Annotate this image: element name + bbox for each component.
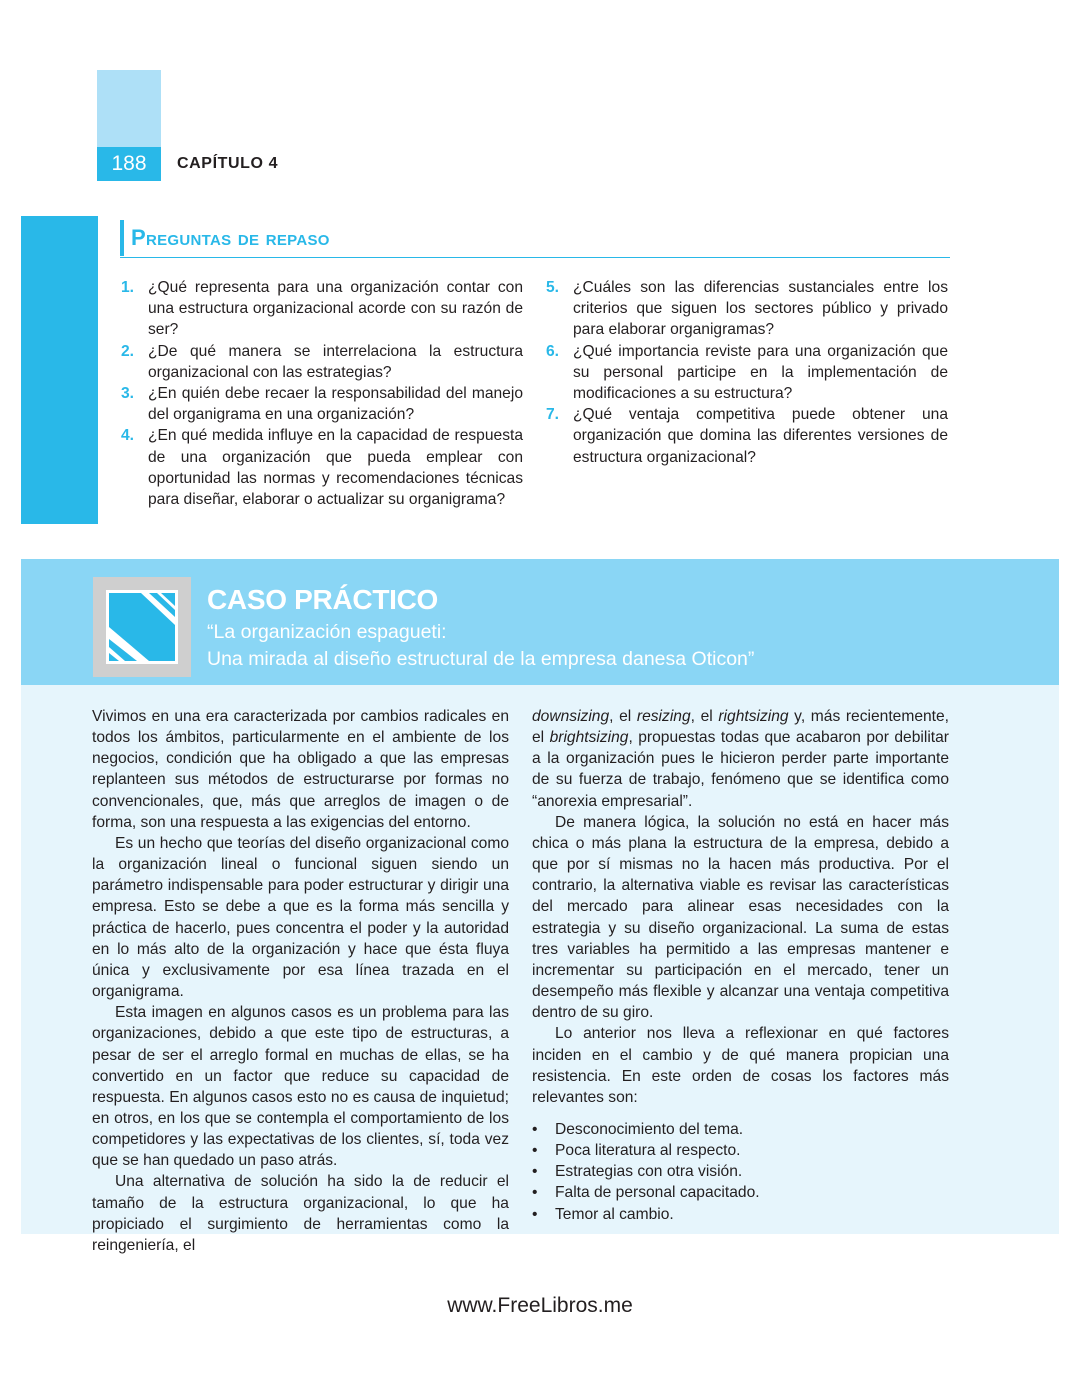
list-item [532,1119,949,1140]
question-text: ¿En qué medida influye en la capacidad de respuesta de una organización que pueda emplear con oportunidad las normas y recomendaciones técnicas para diseñar, elaborar o actualizar su organigrama? [148,427,523,509]
question-number: 5. [546,279,560,296]
question-text: ¿Qué ventaja competitiva puede obtener una organización que domina las diferentes versiones de estructura organizacional? [573,406,948,466]
list-item [532,1140,949,1161]
review-section-title: Preguntas de repaso [131,225,330,250]
italic-term: resizing [636,708,691,725]
bullet-icon: • [532,1205,538,1223]
case-column-left [92,706,509,1256]
list-item-text: Falta de personal capacitado. [555,1184,760,1202]
body-paragraph: Vivimos en una era caracterizada por cambios radicales en todos los ámbitos, particularmente en el ambiente de los negocios, condición que ha obligado a que las empresas replanteen sus métodos de estructurarse por formas no convencionales, que, más que arreglos de imagen o de forma, son una respuesta a las exigencias del entorno. [92,708,509,831]
question-item [546,404,948,468]
body-paragraph: Lo anterior nos lleva a reflexionar en qué factores inciden en el cambio y de qué manera propician una resistencia. En este orden de cosas los factores más relevantes son: [532,1025,949,1106]
question-item [546,341,948,405]
question-text: ¿En quién debe recaer la responsabilidad del manejo del organigrama en una organización? [148,385,523,424]
question-number: 1. [121,279,135,296]
body-text: , propuestas todas que acabaron por debilitar a la organización pues le hicieron perder parte importante de su fuerza de trabajo, fenómeno que se identifica como “anorexia empresarial”. [532,729,949,810]
case-column-right [532,706,949,1225]
questions-column-left [121,277,523,510]
question-item [546,277,948,341]
question-item [121,425,523,510]
body-text: y, más recientemente, el [532,708,950,747]
question-item [121,383,523,425]
question-number: 7. [546,406,560,424]
page-number: 188 [97,147,161,181]
list-item-text: Estrategias con otra visión. [555,1163,743,1181]
case-study-icon [93,577,191,677]
list-item [532,1161,949,1182]
italic-term: brightsizing [549,729,629,747]
bullet-icon: • [532,1184,538,1202]
question-text: ¿Cuáles son las diferencias sustanciales entre los criterios que siguen los sectores público y privado para elaborar organigramas? [573,279,948,339]
list-item-text: Temor al cambio. [555,1205,674,1223]
question-number: 3. [121,385,135,403]
question-item [121,341,523,383]
body-paragraph [532,706,949,812]
list-item [532,1182,949,1203]
body-text: , el [609,708,637,725]
question-item [121,277,523,341]
review-section-header [120,219,950,258]
question-number: 4. [121,427,135,445]
list-item-text: Poca literatura al respecto. [555,1142,741,1160]
header-accent-line [120,220,124,256]
section-side-bar [21,216,98,524]
questions-column-right [546,277,948,468]
list-item [532,1204,949,1225]
bullet-icon: • [532,1142,538,1160]
italic-term: rightsizing [718,708,789,725]
question-text: ¿Qué representa para una organización contar con una estructura organizacional acorde con su razón de ser? [148,279,523,339]
case-study-title: CASO PRÁCTICO [207,584,438,615]
body-paragraph: De manera lógica, la solución no está en hacer más chica o más plana la estructura de la empresa, debido a que por sí mismas no la hacen más productiva. Por el contrario, la alternativa viable es revisar las características del mercado para alinear esas necesidades con la estrategia y su diseño organizacional. La suma de estas tres variables ha permitido a las empresas mantener e incrementar su participación en el mercado, tener un desempeño más flexible y alcanzar una ventaja competitiva dentro de su giro. [532,813,949,1022]
question-text: ¿De qué manera se interrelaciona la estructura organizacional con las estrategias? [148,342,523,381]
factors-list [532,1119,949,1225]
body-paragraph: Esta imagen en algunos casos es un problema para las organizaciones, debido a que este tipo de estructuras, a pesar de ser el arreglo formal en muchas de ellas, se ha convertido en un factor que reduce su capacidad de respuesta. En algunos casos esto no es causa de inquietud; en otros, en los que se contempla el comportamiento de los competidores y las expectativas de los clientes, sí, toda vez que se han quedado un paso atrás. [92,1004,509,1170]
body-paragraph: Es un hecho que teorías del diseño organizacional como la organización lineal o funcional siguen siendo un parámetro indispensable para poder estructurar y dirigir una empresa. Esto se debe a que es la forma más sencilla y práctica de hacerlo, pues concentra el poder y la autoridad en lo más alto de la organización y hace que ésta fluya única y exclusivamente por esa línea trazada en el organigrama. [92,834,509,1001]
list-item-text: Desconocimiento del tema. [555,1120,744,1138]
question-number: 6. [546,342,560,360]
footer-url: www.FreeLibros.me [447,1294,633,1317]
bullet-icon: • [532,1163,538,1181]
body-text: , el [690,708,719,725]
case-study-subtitle: “La organización espagueti: [207,621,447,643]
italic-term: downsizing [532,708,610,725]
case-study-subtitle: Una mirada al diseño estructural de la empresa danesa Oticon” [207,648,755,670]
question-text: ¿Qué importancia reviste para una organización que su personal participe en la implementación de modificaciones a su estructura? [573,342,948,403]
question-number: 2. [121,342,135,360]
body-paragraph: Una alternativa de solución ha sido la de reducir el tamaño de la estructura organizacional, lo que ha propiciado el surgimiento de herramientas como la reingeniería, el [92,1173,509,1254]
case-study-body [21,685,1059,1254]
chapter-label: CAPÍTULO 4 [177,155,279,172]
case-study-banner [21,559,1059,685]
bullet-icon: • [532,1120,538,1138]
